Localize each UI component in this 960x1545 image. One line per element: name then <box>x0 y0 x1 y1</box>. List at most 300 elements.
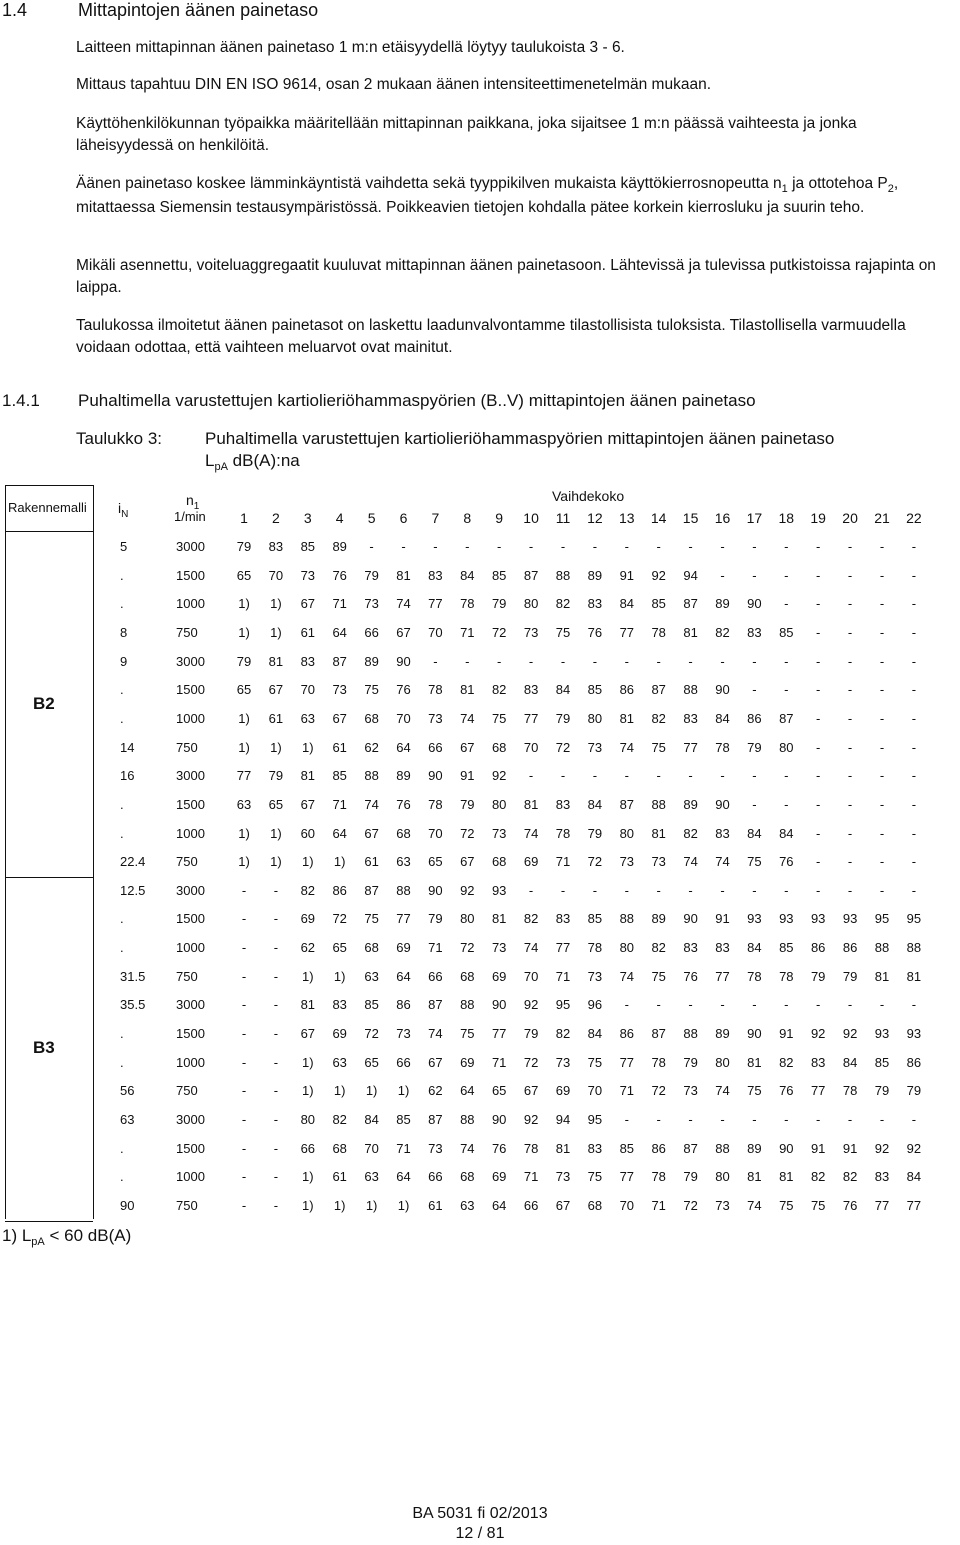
table-cell: - <box>369 539 374 554</box>
table-cell: - <box>816 710 821 726</box>
table-cell: 1) <box>302 1054 314 1070</box>
table-cell: 84 <box>619 596 635 612</box>
table-cell: 78 <box>747 968 762 984</box>
table-cell: - <box>847 739 853 755</box>
footnote-sub: pA <box>31 1236 45 1248</box>
table-cell: 63 <box>364 1169 379 1185</box>
table-cell: - <box>465 653 470 669</box>
table-cell: 63 <box>364 968 379 984</box>
table-cell: 69 <box>396 940 411 956</box>
table-cell: - <box>560 768 566 784</box>
row-speed: 3000 <box>176 768 205 784</box>
row-ratio: 9 <box>120 653 128 669</box>
table-cell: 1) <box>270 596 282 612</box>
table-cell: 92 <box>874 1140 890 1156</box>
row-ratio: . <box>120 596 124 612</box>
table-cell: - <box>241 1083 247 1099</box>
table-cell: 77 <box>555 940 571 956</box>
row-ratio: . <box>120 1054 124 1070</box>
table-cell: - <box>273 1140 279 1156</box>
table-cell: - <box>752 882 757 898</box>
table-cell: 1) <box>302 968 314 984</box>
table-cell: 69 <box>460 1054 475 1070</box>
table-cell: 74 <box>364 796 379 812</box>
table-cell: 64 <box>396 739 411 755</box>
table-cell: 73 <box>428 710 443 726</box>
table-cell: 84 <box>842 1054 858 1070</box>
table-cell: 67 <box>460 854 475 870</box>
table-cell: 67 <box>364 825 379 841</box>
header-ratio <box>118 500 129 520</box>
table-cell: 77 <box>619 1054 635 1070</box>
table-cell: 92 <box>460 882 475 898</box>
table-cell: 61 <box>428 1197 443 1213</box>
table-cell: 62 <box>300 940 316 956</box>
table-cell: 74 <box>460 1140 475 1156</box>
table-cell: 92 <box>906 1140 922 1156</box>
table-cell: 73 <box>683 1083 698 1099</box>
table-cell: - <box>816 739 821 755</box>
paragraph-6: Taulukossa ilmoitetut äänen painetasot on laskettu laadunvalvontamme tilastollisista tuloksista. Tilastollisella varmuudella voidaan odottaa, että vaihteen meluarvot ovat mainitut. <box>76 317 906 356</box>
caption-unit-rest: dB(A):na <box>227 451 300 470</box>
table-cell: - <box>624 882 629 898</box>
table-cell: 83 <box>587 1140 603 1156</box>
table-cell: 1) <box>270 624 282 640</box>
table-cell: - <box>528 882 534 898</box>
table-cell: - <box>720 882 725 898</box>
table-cell: - <box>688 653 693 669</box>
table-cell: 83 <box>874 1169 890 1185</box>
table-cell: 85 <box>779 624 794 640</box>
row-ratio: 5 <box>120 539 128 554</box>
table-cell: - <box>911 596 917 612</box>
table-caption-label: Taulukko 3: <box>76 429 162 448</box>
table-cell: 73 <box>555 1169 571 1185</box>
table-cell: - <box>592 539 598 554</box>
footer-page-number: 12 / 81 <box>455 1525 505 1542</box>
table-cell: 84 <box>587 796 603 812</box>
table-cell: 81 <box>268 653 284 669</box>
table-cell: 86 <box>842 940 858 956</box>
table-cell: 72 <box>460 825 475 841</box>
table-cell: - <box>816 539 821 554</box>
row-ratio: . <box>120 682 124 698</box>
table-cell: 68 <box>491 854 507 870</box>
table-cell: 70 <box>619 1197 635 1213</box>
table-cell: 82 <box>555 596 571 612</box>
table-cell: 92 <box>651 567 666 583</box>
table-cell: 96 <box>587 997 603 1013</box>
table-cell: 93 <box>491 882 507 898</box>
table-cell: - <box>624 997 629 1013</box>
table-cell: 91 <box>842 1140 858 1156</box>
paragraph-3: Käyttöhenkilökunnan työpaikka määritellään mittapinnan paikkana, joka sijaitsee 1 m:n päässä vaihteesta ja jonka läheisyydessä on henkilöitä. <box>76 115 857 154</box>
paragraph-4-part-b: ja ottotehoa P <box>787 175 888 192</box>
table-cell: 88 <box>396 882 411 898</box>
table-cell: - <box>688 539 693 554</box>
table-cell: 84 <box>779 825 794 841</box>
table-cell: 79 <box>460 796 475 812</box>
table-cell: - <box>847 710 853 726</box>
table-cell: 75 <box>555 624 571 640</box>
table-cell: - <box>273 1026 279 1042</box>
table-cell: - <box>752 796 757 812</box>
table-cell: 74 <box>523 825 539 841</box>
table-cell: - <box>592 882 598 898</box>
table-cell: 90 <box>715 796 730 812</box>
table-cell: - <box>465 539 470 554</box>
table-cell: 1) <box>238 624 250 640</box>
table-cell: 73 <box>587 968 603 984</box>
table-cell: 76 <box>332 567 347 583</box>
table-cell: 95 <box>906 911 922 927</box>
table-cell: - <box>273 1112 279 1127</box>
table-cell: - <box>720 567 725 583</box>
table-cell: 88 <box>715 1140 730 1156</box>
table-cell: 70 <box>587 1083 603 1099</box>
table-cell: 73 <box>396 1026 411 1042</box>
table-cell: 66 <box>428 968 443 984</box>
table-cell: 68 <box>587 1197 603 1213</box>
table-cell: 83 <box>683 710 698 726</box>
table-cell: - <box>911 539 917 554</box>
row-ratio: . <box>120 1169 124 1185</box>
table-cell: 75 <box>491 710 507 726</box>
row-speed: 1000 <box>176 940 205 956</box>
table-cell: - <box>784 596 789 612</box>
table-cell: - <box>688 882 693 898</box>
table-cell: 75 <box>587 1169 603 1185</box>
table-cell: 62 <box>428 1083 443 1099</box>
table-cell: 75 <box>651 968 666 984</box>
table-cell: 82 <box>651 940 666 956</box>
table-cell: 84 <box>555 682 571 698</box>
table-cell: 68 <box>396 825 411 841</box>
table-cell: - <box>816 624 821 640</box>
table-cell: 78 <box>523 1140 539 1156</box>
row-speed: 1000 <box>176 825 205 841</box>
table-cell: 66 <box>396 1054 411 1070</box>
row-speed: 1000 <box>176 1054 205 1070</box>
table-cell: 68 <box>332 1140 347 1156</box>
table-cell: 71 <box>555 854 571 870</box>
table-cell: 78 <box>715 739 730 755</box>
size-header-20: 20 <box>842 510 858 526</box>
table-cell: 79 <box>236 539 252 554</box>
table-cell: - <box>752 1112 757 1127</box>
table-cell: 82 <box>779 1054 794 1070</box>
table-cell: - <box>688 997 693 1013</box>
table-cell: 72 <box>587 854 603 870</box>
row-speed: 3000 <box>176 539 205 554</box>
table-cell: 69 <box>491 968 507 984</box>
table-cell: 66 <box>523 1197 539 1213</box>
size-header-2: 2 <box>271 510 280 526</box>
table-cell: 65 <box>491 1083 507 1099</box>
table-cell: - <box>879 882 885 898</box>
table-cell: 85 <box>587 682 603 698</box>
table-cell: 73 <box>555 1054 571 1070</box>
table-cell: 80 <box>619 825 635 841</box>
table-cell: - <box>720 997 725 1013</box>
header-speed-unit: 1/min <box>174 509 206 524</box>
table-cell: 81 <box>906 968 922 984</box>
table-cell: 83 <box>268 539 284 554</box>
table-cell: 1) <box>238 854 250 870</box>
table-cell: - <box>560 882 566 898</box>
size-header-12: 12 <box>587 510 603 526</box>
table-cell: 76 <box>396 796 411 812</box>
table-cell: - <box>911 739 917 755</box>
table-cell: 95 <box>587 1112 603 1127</box>
table-cell: 86 <box>810 940 826 956</box>
table-cell: 78 <box>779 968 794 984</box>
table-cell: - <box>911 997 917 1013</box>
table-cell: - <box>911 882 917 898</box>
table-cell: 76 <box>779 1083 794 1099</box>
table-cell: - <box>592 653 598 669</box>
table-cell: 67 <box>268 682 284 698</box>
table-cell: - <box>656 1112 661 1127</box>
table-cell: - <box>497 539 502 554</box>
table-cell: 71 <box>555 968 571 984</box>
row-speed: 750 <box>176 968 198 984</box>
table-cell: 67 <box>555 1197 571 1213</box>
table-cell: 78 <box>460 596 475 612</box>
table-cell: 92 <box>523 1112 539 1127</box>
table-cell: 83 <box>715 940 730 956</box>
table-cell: 92 <box>842 1026 858 1042</box>
table-cell: - <box>911 653 917 669</box>
table-cell: - <box>911 567 917 583</box>
table-cell: 83 <box>555 796 571 812</box>
table-cell: 1) <box>302 739 314 755</box>
table-cell: 88 <box>555 567 571 583</box>
row-ratio: . <box>120 567 124 583</box>
table-cell: - <box>847 539 853 554</box>
table-cell: 72 <box>651 1083 666 1099</box>
table-cell: 73 <box>587 739 603 755</box>
table-cell: 75 <box>747 1083 762 1099</box>
table-cell: 85 <box>396 1112 411 1127</box>
table-cell: 69 <box>555 1083 571 1099</box>
table-cell: 80 <box>300 1112 316 1127</box>
table-cell: 93 <box>810 911 826 927</box>
table-cell: 67 <box>428 1054 443 1070</box>
table-cell: 68 <box>460 968 475 984</box>
table-cell: 77 <box>619 1169 635 1185</box>
table-cell: 82 <box>810 1169 826 1185</box>
table-cell: 80 <box>587 710 603 726</box>
table-cell: 73 <box>491 825 507 841</box>
table-cell: 89 <box>715 1026 730 1042</box>
row-ratio: . <box>120 796 124 812</box>
table-cell: 80 <box>779 739 794 755</box>
row-speed: 1500 <box>176 1140 205 1156</box>
table-cell: 64 <box>396 1169 411 1185</box>
table-cell: 80 <box>460 911 475 927</box>
table-cell: 93 <box>874 1026 890 1042</box>
row-speed: 750 <box>176 624 198 640</box>
table-cell: 81 <box>619 710 635 726</box>
table-cell: 61 <box>300 624 316 640</box>
table-cell: - <box>624 1112 629 1127</box>
table-cell: 65 <box>332 940 347 956</box>
table-cell: 85 <box>364 997 379 1013</box>
table-cell: 70 <box>523 968 539 984</box>
table-cell: - <box>720 1112 725 1127</box>
row-speed: 1000 <box>176 596 205 612</box>
table-cell: 92 <box>491 768 507 784</box>
table-cell: 85 <box>491 567 507 583</box>
table-cell: - <box>911 768 917 784</box>
table-cell: - <box>752 997 757 1013</box>
table-cell: - <box>816 653 821 669</box>
table-cell: 93 <box>779 911 794 927</box>
table-cell: - <box>688 768 693 784</box>
table-cell: 80 <box>715 1169 730 1185</box>
table-cell: 1) <box>302 854 314 870</box>
table-cell: - <box>560 653 566 669</box>
table-cell: 1) <box>238 825 250 841</box>
table-cell: 1) <box>333 968 346 984</box>
table-cell: 66 <box>364 624 379 640</box>
table-cell: 71 <box>396 1140 411 1156</box>
table-cell: 75 <box>460 1026 475 1042</box>
table-cell: - <box>911 796 917 812</box>
size-header-9: 9 <box>495 510 504 526</box>
row-speed: 750 <box>176 854 198 870</box>
header-sizes-title: Vaihdekoko <box>552 488 625 504</box>
table-cell: 79 <box>428 911 443 927</box>
row-speed: 1500 <box>176 1026 205 1042</box>
table-cell: 72 <box>460 940 475 956</box>
table-cell: - <box>784 882 789 898</box>
row-ratio: 56 <box>120 1083 135 1099</box>
table-cell: - <box>241 1026 247 1042</box>
table-cell: 86 <box>619 682 635 698</box>
table-cell: 84 <box>460 567 475 583</box>
table-cell: 84 <box>747 940 762 956</box>
table-cell: - <box>401 539 406 554</box>
table-cell: 63 <box>332 1054 347 1070</box>
table-cell: 73 <box>428 1140 443 1156</box>
row-speed: 1500 <box>176 682 205 698</box>
size-header-3: 3 <box>303 510 312 526</box>
table-cell: 65 <box>236 567 252 583</box>
table-cell: 82 <box>300 882 316 898</box>
table-cell: - <box>241 1197 247 1213</box>
table-cell: - <box>688 1112 693 1127</box>
table-cell: - <box>816 997 821 1013</box>
table-cell: 76 <box>779 854 794 870</box>
table-cell: - <box>241 1112 247 1127</box>
table-cell: 1) <box>333 854 346 870</box>
table-cell: 66 <box>300 1140 316 1156</box>
table-cell: 88 <box>619 911 635 927</box>
table-cell: - <box>497 653 502 669</box>
table-cell: - <box>879 596 885 612</box>
table-cell: - <box>847 1112 853 1127</box>
table-cell: - <box>816 596 821 612</box>
table-cell: 78 <box>587 940 603 956</box>
table-cell: 67 <box>300 596 316 612</box>
table-cell: - <box>911 854 917 870</box>
table-cell: 65 <box>268 796 284 812</box>
table-cell: 72 <box>364 1026 379 1042</box>
row-ratio: . <box>120 825 124 841</box>
table-cell: 85 <box>332 768 347 784</box>
row-speed: 3000 <box>176 997 205 1013</box>
table-cell: 67 <box>523 1083 539 1099</box>
table-cell: 1) <box>270 739 282 755</box>
size-header-19: 19 <box>810 510 826 526</box>
table-cell: - <box>752 539 757 554</box>
table-cell: 90 <box>747 596 762 612</box>
table-cell: 86 <box>332 882 347 898</box>
table-cell: - <box>241 1169 247 1185</box>
table-cell: 79 <box>874 1083 890 1099</box>
table-cell: 1) <box>270 854 282 870</box>
table-cell: - <box>879 624 885 640</box>
table-cell: - <box>241 1054 247 1070</box>
table-cell: - <box>784 768 789 784</box>
table-cell: 71 <box>523 1169 539 1185</box>
table-cell: 74 <box>523 940 539 956</box>
table-cell: 1) <box>397 1197 410 1213</box>
table-cell: 79 <box>555 710 571 726</box>
table-cell: 75 <box>587 1054 603 1070</box>
table-cell: 79 <box>906 1083 922 1099</box>
table-cell: 78 <box>428 682 443 698</box>
table-cell: 75 <box>651 739 666 755</box>
table-cell: 76 <box>842 1197 858 1213</box>
table-cell: 90 <box>428 768 443 784</box>
table-cell: - <box>592 768 598 784</box>
table-cell: 81 <box>747 1169 762 1185</box>
subsection-number: 1.4.1 <box>2 391 40 410</box>
table-cell: 1) <box>238 596 250 612</box>
table-cell: 71 <box>332 596 347 612</box>
table-cell: - <box>784 653 789 669</box>
table-cell: 73 <box>523 624 539 640</box>
table-cell: - <box>879 710 885 726</box>
table-cell: 74 <box>683 854 698 870</box>
table-cell: - <box>720 539 725 554</box>
table-cell: - <box>720 653 725 669</box>
table-cell: 87 <box>332 653 347 669</box>
table-cell: 89 <box>332 539 347 554</box>
table-cell: 73 <box>332 682 347 698</box>
table-cell: - <box>784 1112 789 1127</box>
size-header-8: 8 <box>463 510 472 526</box>
size-header-18: 18 <box>778 510 795 526</box>
table-cell: 81 <box>396 567 411 583</box>
table-cell: - <box>847 624 853 640</box>
size-header-14: 14 <box>650 510 667 526</box>
section-title: Mittapintojen äänen painetaso <box>78 0 319 20</box>
table-cell: - <box>433 653 438 669</box>
table-cell: - <box>624 653 629 669</box>
table-cell: 68 <box>364 710 379 726</box>
table-cell: - <box>816 768 821 784</box>
table-cell: 68 <box>491 739 507 755</box>
table-cell: 90 <box>396 653 411 669</box>
table-cell: 78 <box>651 1169 666 1185</box>
table-cell: 78 <box>651 624 666 640</box>
table-cell: 91 <box>619 567 635 583</box>
table-cell: - <box>879 682 885 698</box>
